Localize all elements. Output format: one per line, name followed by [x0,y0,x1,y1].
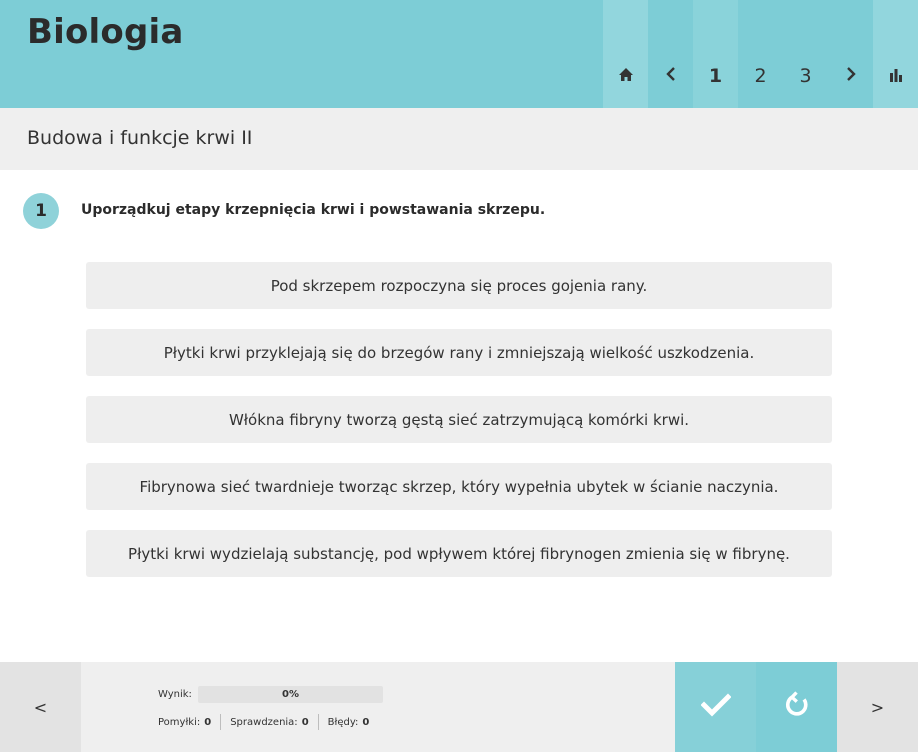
sortable-option[interactable]: Pod skrzepem rozpoczyna się proces gojenia rany. [86,262,832,309]
page-button-3[interactable] [783,0,828,108]
page-number-2: 2 [754,65,767,87]
stats-row [158,714,369,730]
reset-icon [783,691,811,723]
errors-stat [328,714,370,730]
score-label: Wynik: [158,689,192,700]
chevron-right-icon [845,66,857,86]
checks-stat [230,714,308,730]
checks-value: 0 [301,716,309,728]
checks-label: Sprawdzenia: [230,716,298,728]
mistakes-label: Pomyłki: [158,716,201,728]
page-button-2[interactable] [738,0,783,108]
question-number-badge: 1 [23,193,59,229]
score-value: 0% [282,689,299,700]
errors-value: 0 [362,716,370,728]
bar-chart-icon [889,67,903,86]
check-answer-button[interactable] [675,662,756,752]
question-text: Uporządkuj etapy krzepnięcia krwi i powstawania skrzepu. [81,202,546,218]
sortable-option[interactable]: Płytki krwi wydzielają substancję, pod wpływem której fibrynogen zmienia się w fibrynę. [86,530,832,577]
stat-divider [318,714,319,730]
previous-page-button[interactable] [648,0,693,108]
sortable-option[interactable]: Płytki krwi przyklejają się do brzegów rany i zmniejszają wielkość uszkodzenia. [86,329,832,376]
app-title: Biologia [27,12,184,52]
mistakes-stat [158,714,211,730]
page-number-3: 3 [799,65,812,87]
sortable-option[interactable]: Fibrynowa sieć twardnieje tworząc skrzep, który wypełnia ubytek w ścianie naczynia. [86,463,832,510]
score-progress-bar [198,686,383,703]
home-button[interactable] [603,0,648,108]
lesson-title-bar [0,108,918,170]
page-button-1[interactable] [693,0,738,108]
page-number-1: 1 [708,65,723,87]
errors-label: Błędy: [327,716,359,728]
previous-exercise-button[interactable]: < [0,662,81,752]
next-page-button[interactable] [828,0,873,108]
checkmark-icon [701,693,731,721]
next-exercise-button[interactable]: > [837,662,918,752]
chevron-left-icon [665,66,677,86]
statistics-button[interactable] [873,0,918,108]
mistakes-value: 0 [204,716,212,728]
lesson-title: Budowa i funkcje krwi II [27,127,253,149]
stat-divider [220,714,221,730]
home-icon [618,67,634,86]
top-navigation [603,0,918,108]
header-bar [0,0,918,108]
footer-bar [0,662,918,752]
sortable-options-list [86,262,832,597]
sortable-option[interactable]: Włókna fibryny tworzą gęstą sieć zatrzymującą komórki krwi. [86,396,832,443]
reset-button[interactable] [756,662,837,752]
